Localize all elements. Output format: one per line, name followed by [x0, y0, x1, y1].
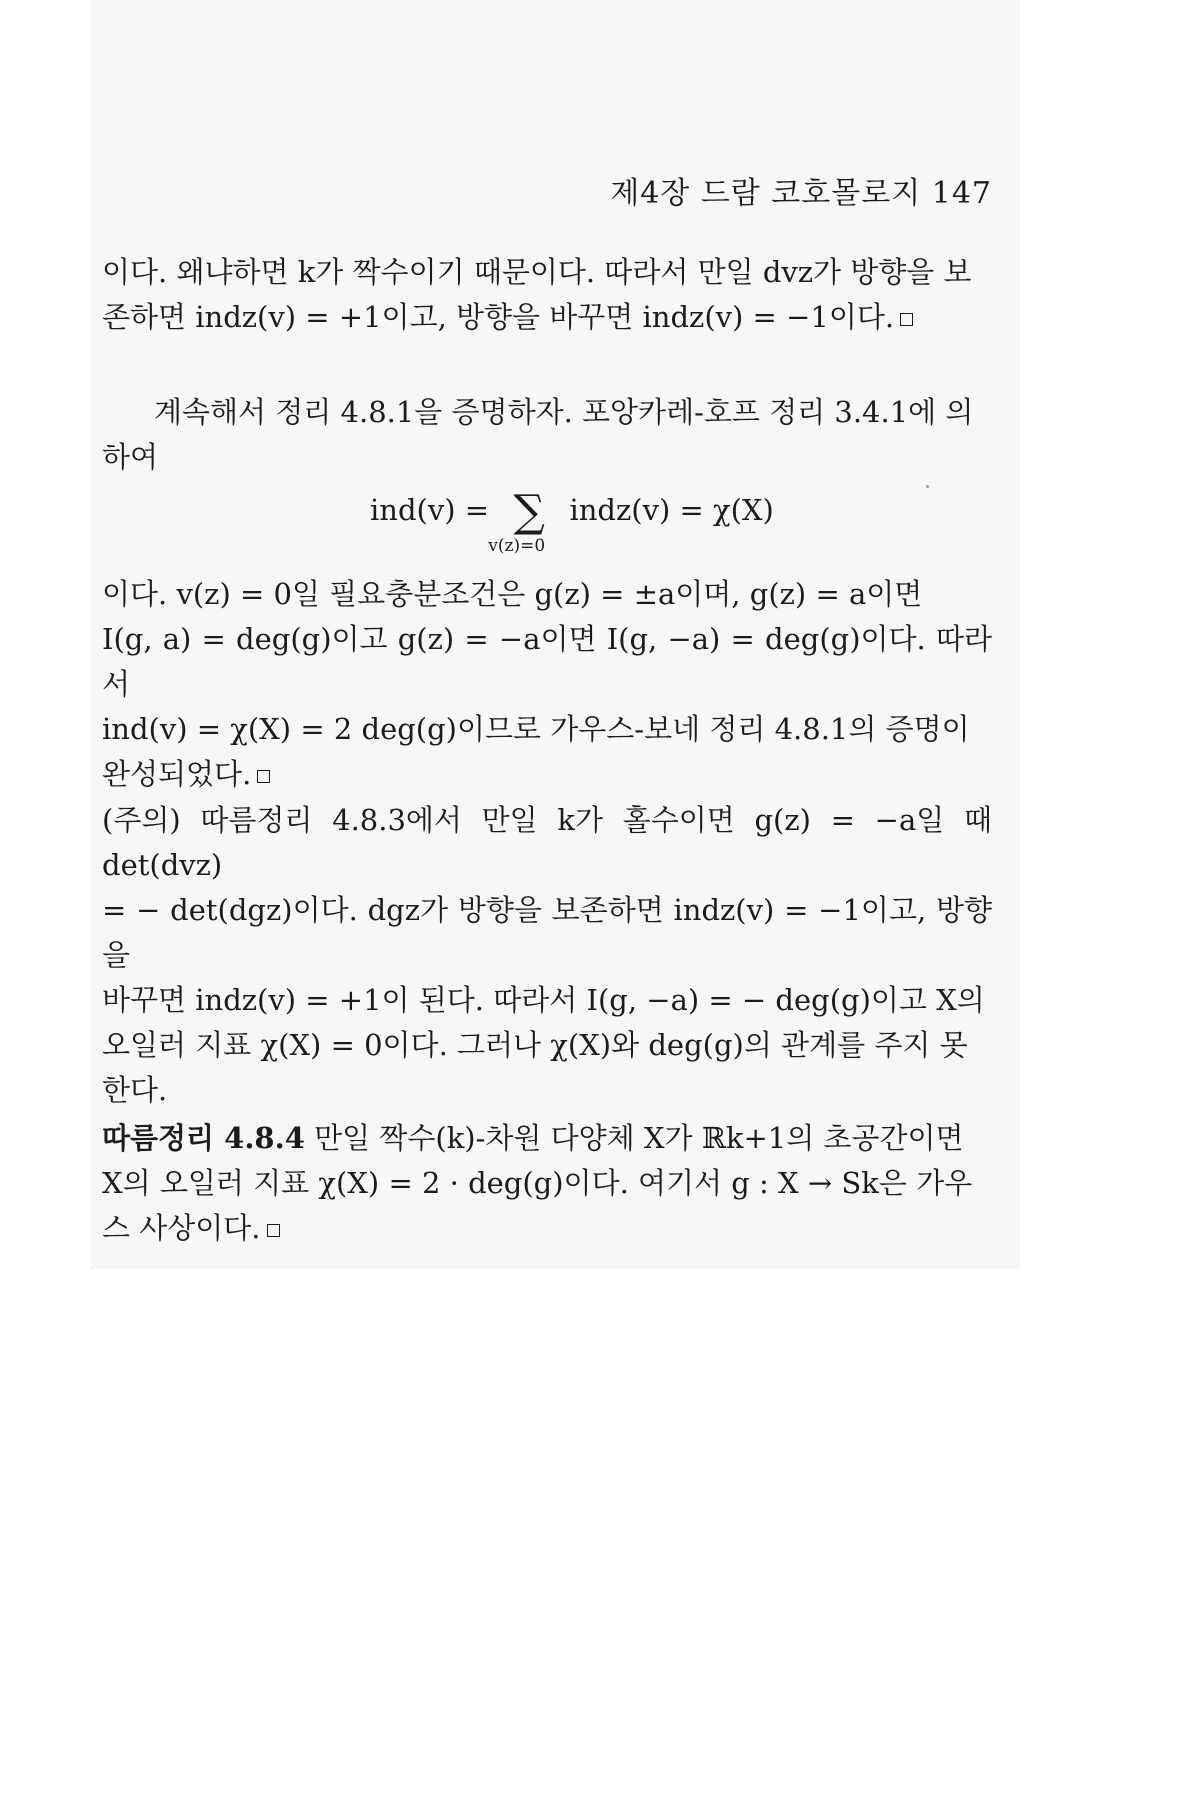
summation-index: v(z)=0 — [488, 536, 546, 556]
running-header: 제4장 드람 코호몰로지 147 — [610, 176, 992, 211]
text-line: 오일러 지표 χ(X) = 0이다. 그러나 χ(X)와 deg(g)의 관계를 주지 못 — [102, 1028, 968, 1062]
text-line: 이다. v(z) = 0일 필요충분조건은 g(z) = ±a이며, g(z) = a이면 — [102, 577, 923, 611]
qed-square-icon — [900, 313, 913, 326]
formula-right: indz(v) = χ(X) — [569, 493, 774, 527]
qed-square-icon — [267, 1224, 280, 1237]
text-line: ind(v) = χ(X) = 2 deg(g)이므로 가우스-보네 정리 4.8.1의 증명이 — [102, 712, 970, 746]
corollary-label: 따름정리 4.8.4 — [102, 1121, 305, 1155]
text-line: = − det(dgz)이다. dgz가 방향을 보존하면 indz(v) = −1이고, 방향을 — [102, 893, 992, 972]
corollary-block — [102, 1116, 992, 1251]
paragraph-proof-end — [102, 250, 992, 340]
text-line: I(g, a) = deg(g)이고 g(z) = −a이면 I(g, −a) = deg(g)이다. 따라서 — [102, 622, 992, 701]
text-line: 한다. — [102, 1073, 168, 1107]
text-line: 존하면 indz(v) = +1이고, 방향을 바꾸면 indz(v) = −1이다. — [102, 300, 895, 334]
text-line: 스 사상이다. — [102, 1211, 261, 1245]
text-line: 하여 — [102, 440, 159, 474]
paragraph-continue — [102, 390, 992, 480]
text-line: 만일 짝수(k)-차원 다양체 X가 ℝk+1의 초공간이면 — [314, 1121, 964, 1155]
stray-dot — [926, 485, 929, 488]
text-line: 바꾸면 indz(v) = +1이 된다. 따라서 I(g, −a) = − deg(g)이고 X의 — [102, 983, 985, 1017]
qed-square-icon — [257, 770, 270, 783]
text-line: (주의) 따름정리 4.8.3에서 만일 k가 홀수이면 g(z) = −a일 때 det(dvz) — [102, 803, 992, 882]
sigma-symbol: ∑ — [513, 486, 545, 537]
text-line: X의 오일러 지표 χ(X) = 2 · deg(g)이다. 여기서 g : X → Sk은 가우 — [102, 1166, 973, 1200]
display-formula — [370, 480, 774, 556]
paragraph-remark — [102, 798, 992, 1113]
text-line: 계속해서 정리 4.8.1을 증명하자. 포앙카레-호프 정리 3.4.1에 의 — [154, 395, 974, 429]
formula-left: ind(v) = — [370, 493, 490, 527]
text-line: 완성되었다. — [102, 757, 252, 791]
text-line: 이다. 왜냐하면 k가 짝수이기 때문이다. 따라서 만일 dvz가 방향을 보 — [102, 255, 972, 289]
summation — [488, 480, 560, 556]
paragraph-proof-completion — [102, 572, 992, 797]
